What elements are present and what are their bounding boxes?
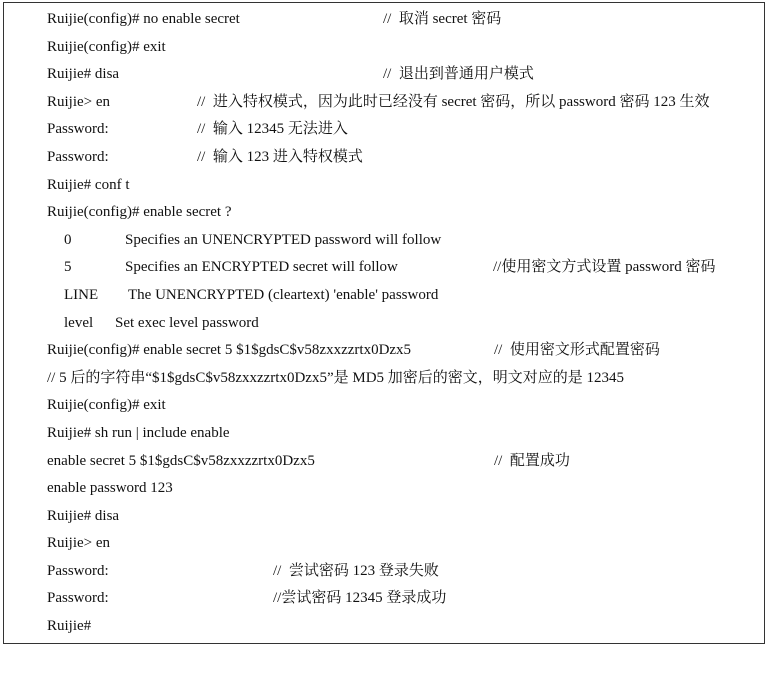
code-listing <box>0 6 771 641</box>
code-line <box>0 89 771 117</box>
code-line <box>0 199 771 227</box>
code-line <box>0 6 771 34</box>
comment-text: //尝试密码 12345 登录成功 <box>273 590 447 607</box>
command-text: Password: <box>47 148 109 165</box>
code-line <box>0 475 771 503</box>
code-line <box>0 585 771 613</box>
code-line <box>0 530 771 558</box>
comment-text: // 使用密文形式配置密码 <box>494 342 660 359</box>
command-text: enable password 123 <box>47 480 173 497</box>
code-line <box>0 116 771 144</box>
command-text: Ruijie# sh run | include enable <box>47 424 230 441</box>
comment-text: // 进入特权模式，因为此时已经没有 secret 密码，所以 password 密码 123 生效 <box>197 93 710 110</box>
code-line <box>0 227 771 255</box>
comment-text: // 取消 secret 密码 <box>383 11 502 27</box>
command-text: Password: <box>47 562 109 579</box>
code-line <box>0 172 771 200</box>
comment-text: // 退出到普通用户模式 <box>383 66 534 83</box>
option-keyword: LINE <box>64 286 99 303</box>
code-line <box>0 613 771 641</box>
code-line <box>0 310 771 338</box>
code-line <box>0 61 771 89</box>
option-description: Specifies an UNENCRYPTED password will follow <box>125 231 442 248</box>
option-description: The UNENCRYPTED (cleartext) 'enable' password <box>128 286 439 303</box>
code-line <box>0 365 771 393</box>
code-line <box>0 392 771 420</box>
command-text: Ruijie# disa <box>47 507 120 524</box>
command-text: enable secret 5 $1$gdsC$v58zxxzzrtx0Dzx5 <box>47 452 315 469</box>
command-text: Ruijie# disa <box>47 66 120 83</box>
code-line <box>0 34 771 62</box>
code-line <box>0 337 771 365</box>
code-line <box>0 448 771 476</box>
option-keyword: 5 <box>64 259 72 276</box>
comment-text: //使用密文方式设置 password 密码 <box>493 259 716 276</box>
code-line <box>0 254 771 282</box>
comment-text: // 输入 123 进入特权模式 <box>197 148 363 165</box>
command-text: Ruijie(config)# exit <box>47 38 166 55</box>
command-text: Password: <box>47 121 109 138</box>
comment-text: // 配置成功 <box>494 452 570 469</box>
command-text: Ruijie# <box>47 618 92 635</box>
command-text: Ruijie> en <box>47 535 111 552</box>
code-line <box>0 282 771 310</box>
command-text: Ruijie# conf t <box>47 176 130 193</box>
option-keyword: 0 <box>64 231 72 248</box>
option-description: Set exec level password <box>115 314 259 331</box>
option-keyword: level <box>64 314 94 331</box>
code-line <box>0 420 771 448</box>
command-text: Ruijie> en <box>47 93 111 110</box>
command-text: Password: <box>47 590 109 607</box>
comment-text: // 输入 12345 无法进入 <box>197 121 348 138</box>
comment-text: // 尝试密码 123 登录失败 <box>273 562 439 579</box>
command-text: Ruijie(config)# no enable secret <box>47 11 240 27</box>
command-text: Ruijie(config)# enable secret ? <box>47 204 232 221</box>
code-line <box>0 503 771 531</box>
code-line <box>0 144 771 172</box>
command-text: Ruijie(config)# enable secret 5 $1$gdsC$v58zxxzzrtx0Dzx5 <box>47 342 412 359</box>
command-text: Ruijie(config)# exit <box>47 397 166 414</box>
code-line <box>0 558 771 586</box>
comment-text: // 5 后的字符串“$1$gdsC$v58zxxzzrtx0Dzx5”是 MD5 加密后的密文，明文对应的是 12345 <box>47 369 625 386</box>
option-description: Specifies an ENCRYPTED secret will follow <box>125 259 398 276</box>
